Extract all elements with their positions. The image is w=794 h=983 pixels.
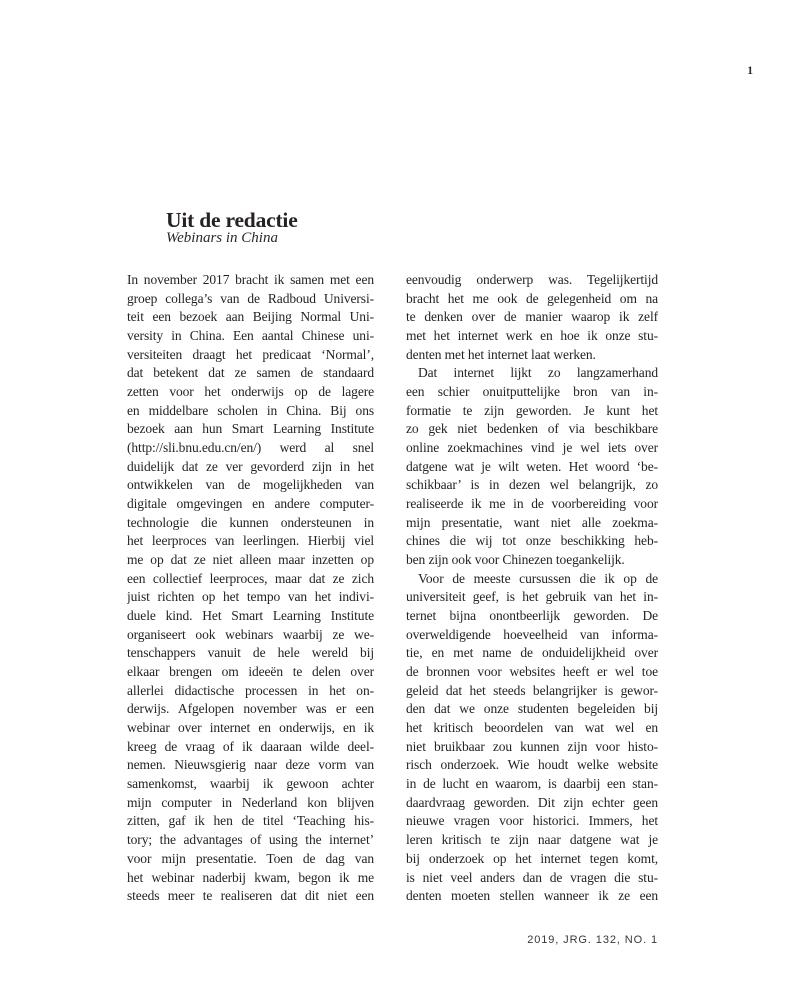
text-line: technologie die kunnen ondersteunen in (127, 514, 374, 530)
text-line: denten met het internet laat werken. (406, 346, 596, 362)
text-line: bezoek aan hun Smart Learning Institute (127, 421, 374, 437)
text-line: het leerproces van leerlingen. Hierbij viel (127, 533, 374, 549)
text-line: tory; the advantages of using the internet’ (127, 832, 374, 848)
text-line: realiseerde ik me in de voorbereiding voor (406, 496, 658, 512)
text-line: den dat we onze studenten begeleiden bij (406, 701, 658, 717)
text-line: het webinar naderbij kwam, begon ik me (127, 869, 374, 885)
article-title: Uit de redactie (166, 208, 298, 233)
text-line: duele kind. Het Smart Learning Institute (127, 608, 374, 624)
text-line: een collectief leerproces, maar dat ze zich (127, 570, 374, 586)
text-line: leren kritisch te zijn naar datgene wat je (406, 832, 658, 848)
text-line: ternet bijna onontbeerlijk geworden. De (406, 608, 658, 624)
text-line: versity in China. Een aantal Chinese uni- (127, 328, 374, 344)
text-line: het kritisch beoordelen van wat wel en (406, 720, 658, 736)
text-line: mijn presentatie, want niet alle zoekma- (406, 514, 658, 530)
text-line: denten moeten stellen wanneer ik ze een (406, 888, 658, 904)
text-line: allerlei didactische processen in het on- (127, 682, 374, 698)
text-line: niet bruikbaar zou kunnen zijn voor histo- (406, 738, 658, 754)
text-line: Voor de meeste cursussen die ik op de (418, 570, 658, 586)
text-line: te denken over de manier waarop ik zelf (406, 309, 658, 325)
text-line: bracht het me ook de gelegenheid om na (406, 290, 658, 306)
text-line: me op dat ze niet alleen maar inzetten op (127, 552, 374, 568)
text-line: teit een bezoek aan Beijing Normal Uni- (127, 309, 374, 325)
text-line: elkaar brengen om ideeën te delen over (127, 664, 374, 680)
text-line: daardvraag geworden. Dit zijn echter geen (406, 794, 658, 810)
text-line: de bronnen voor websites heeft er wel toe (406, 664, 658, 680)
text-line: versiteiten draagt het predicaat ‘Normal’, (127, 346, 374, 362)
text-column-left (127, 271, 374, 906)
text-line: formatie te zijn geworden. Je kunt het (406, 402, 658, 418)
text-line: voor mijn presentatie. Toen de dag van (127, 850, 374, 866)
journal-footer: 2019, JRG. 132, NO. 1 (527, 934, 658, 946)
page-number: 1 (747, 65, 753, 77)
text-line: mijn computer in Nederland kon blijven (127, 794, 374, 810)
text-line: derwijs. Afgelopen november was er een (127, 701, 374, 717)
text-line: In november 2017 bracht ik samen met een (127, 272, 374, 287)
text-line: dat betekent dat ze samen de standaard (127, 365, 374, 381)
text-line: een schier onuitputtelijke bron van in- (406, 384, 658, 400)
text-line: tenschappers vanuit de hele wereld bij (127, 645, 374, 661)
text-line: groep collega’s van de Radboud Universi- (127, 290, 374, 306)
text-line: (http://sli.bnu.edu.cn/en/) werd al snel (127, 440, 374, 456)
text-line: ontwikkelen van de mogelijkheden van (127, 477, 374, 493)
article-subtitle: Webinars in China (166, 230, 278, 246)
text-line: en middelbare scholen in China. Bij ons (127, 402, 374, 418)
text-line: risch onderzoek. Wie houdt welke website (406, 757, 658, 773)
text-line: samenkomst, waarbij ik gewoon achter (127, 776, 374, 792)
text-line: zo gek niet bedenken of via beschikbare (406, 421, 658, 437)
text-line: chines die wij tot onze beschikking heb- (406, 533, 658, 549)
text-column-right (406, 271, 658, 906)
text-line: overweldigende hoeveelheid van informa- (406, 626, 658, 642)
text-line: is niet veel anders dan de vragen die stu- (406, 869, 658, 885)
text-line: met het internet werk en hoe ik onze stu- (406, 328, 658, 344)
text-line: eenvoudig onderwerp was. Tegelijkertijd (406, 272, 658, 287)
text-line: organiseert ook webinars waarbij ze we- (127, 626, 374, 642)
text-line: duidelijk dat ze ver gevorderd zijn in het (127, 458, 374, 474)
text-line: nemen. Nieuwsgierig naar deze vorm van (127, 757, 374, 773)
text-line: webinar over internet en onderwijs, en ik (127, 720, 374, 736)
text-line: online zoekmachines vind je wel iets over (406, 440, 658, 456)
text-line: juist richten op het tempo van het indivi- (127, 589, 374, 605)
text-line: ben zijn ook voor Chinezen toegankelijk. (406, 552, 625, 568)
text-line: steeds meer te realiseren dat dit niet een (127, 888, 374, 904)
text-line: zetten voor het onderwijs op de lagere (127, 384, 374, 400)
text-line: schikbaar’ is in dezen wel belangrijk, zo (406, 477, 658, 493)
text-line: nieuwe vragen voor historici. Immers, het (406, 813, 658, 829)
text-line: in de lucht en waarom, is daarbij een stan- (406, 776, 658, 792)
text-line: kreeg de vraag of ik daaraan wilde deel- (127, 738, 374, 754)
text-line: datgene wat je wilt weten. Het woord ‘be- (406, 458, 658, 474)
text-line: Dat internet lijkt zo langzamerhand (418, 365, 658, 381)
text-line: zitten, gaf ik hen de titel ‘Teaching his- (127, 813, 374, 829)
text-line: universiteit geef, is het gebruik van het in- (406, 589, 658, 605)
text-line: digitale omgevingen en andere computer- (127, 496, 374, 512)
text-line: bij onderzoek op het internet tegen komt, (406, 850, 658, 866)
text-line: geleid dat het steeds belangrijker is gewor- (406, 682, 658, 698)
text-line: tie, en met name de onduidelijkheid over (406, 645, 658, 661)
